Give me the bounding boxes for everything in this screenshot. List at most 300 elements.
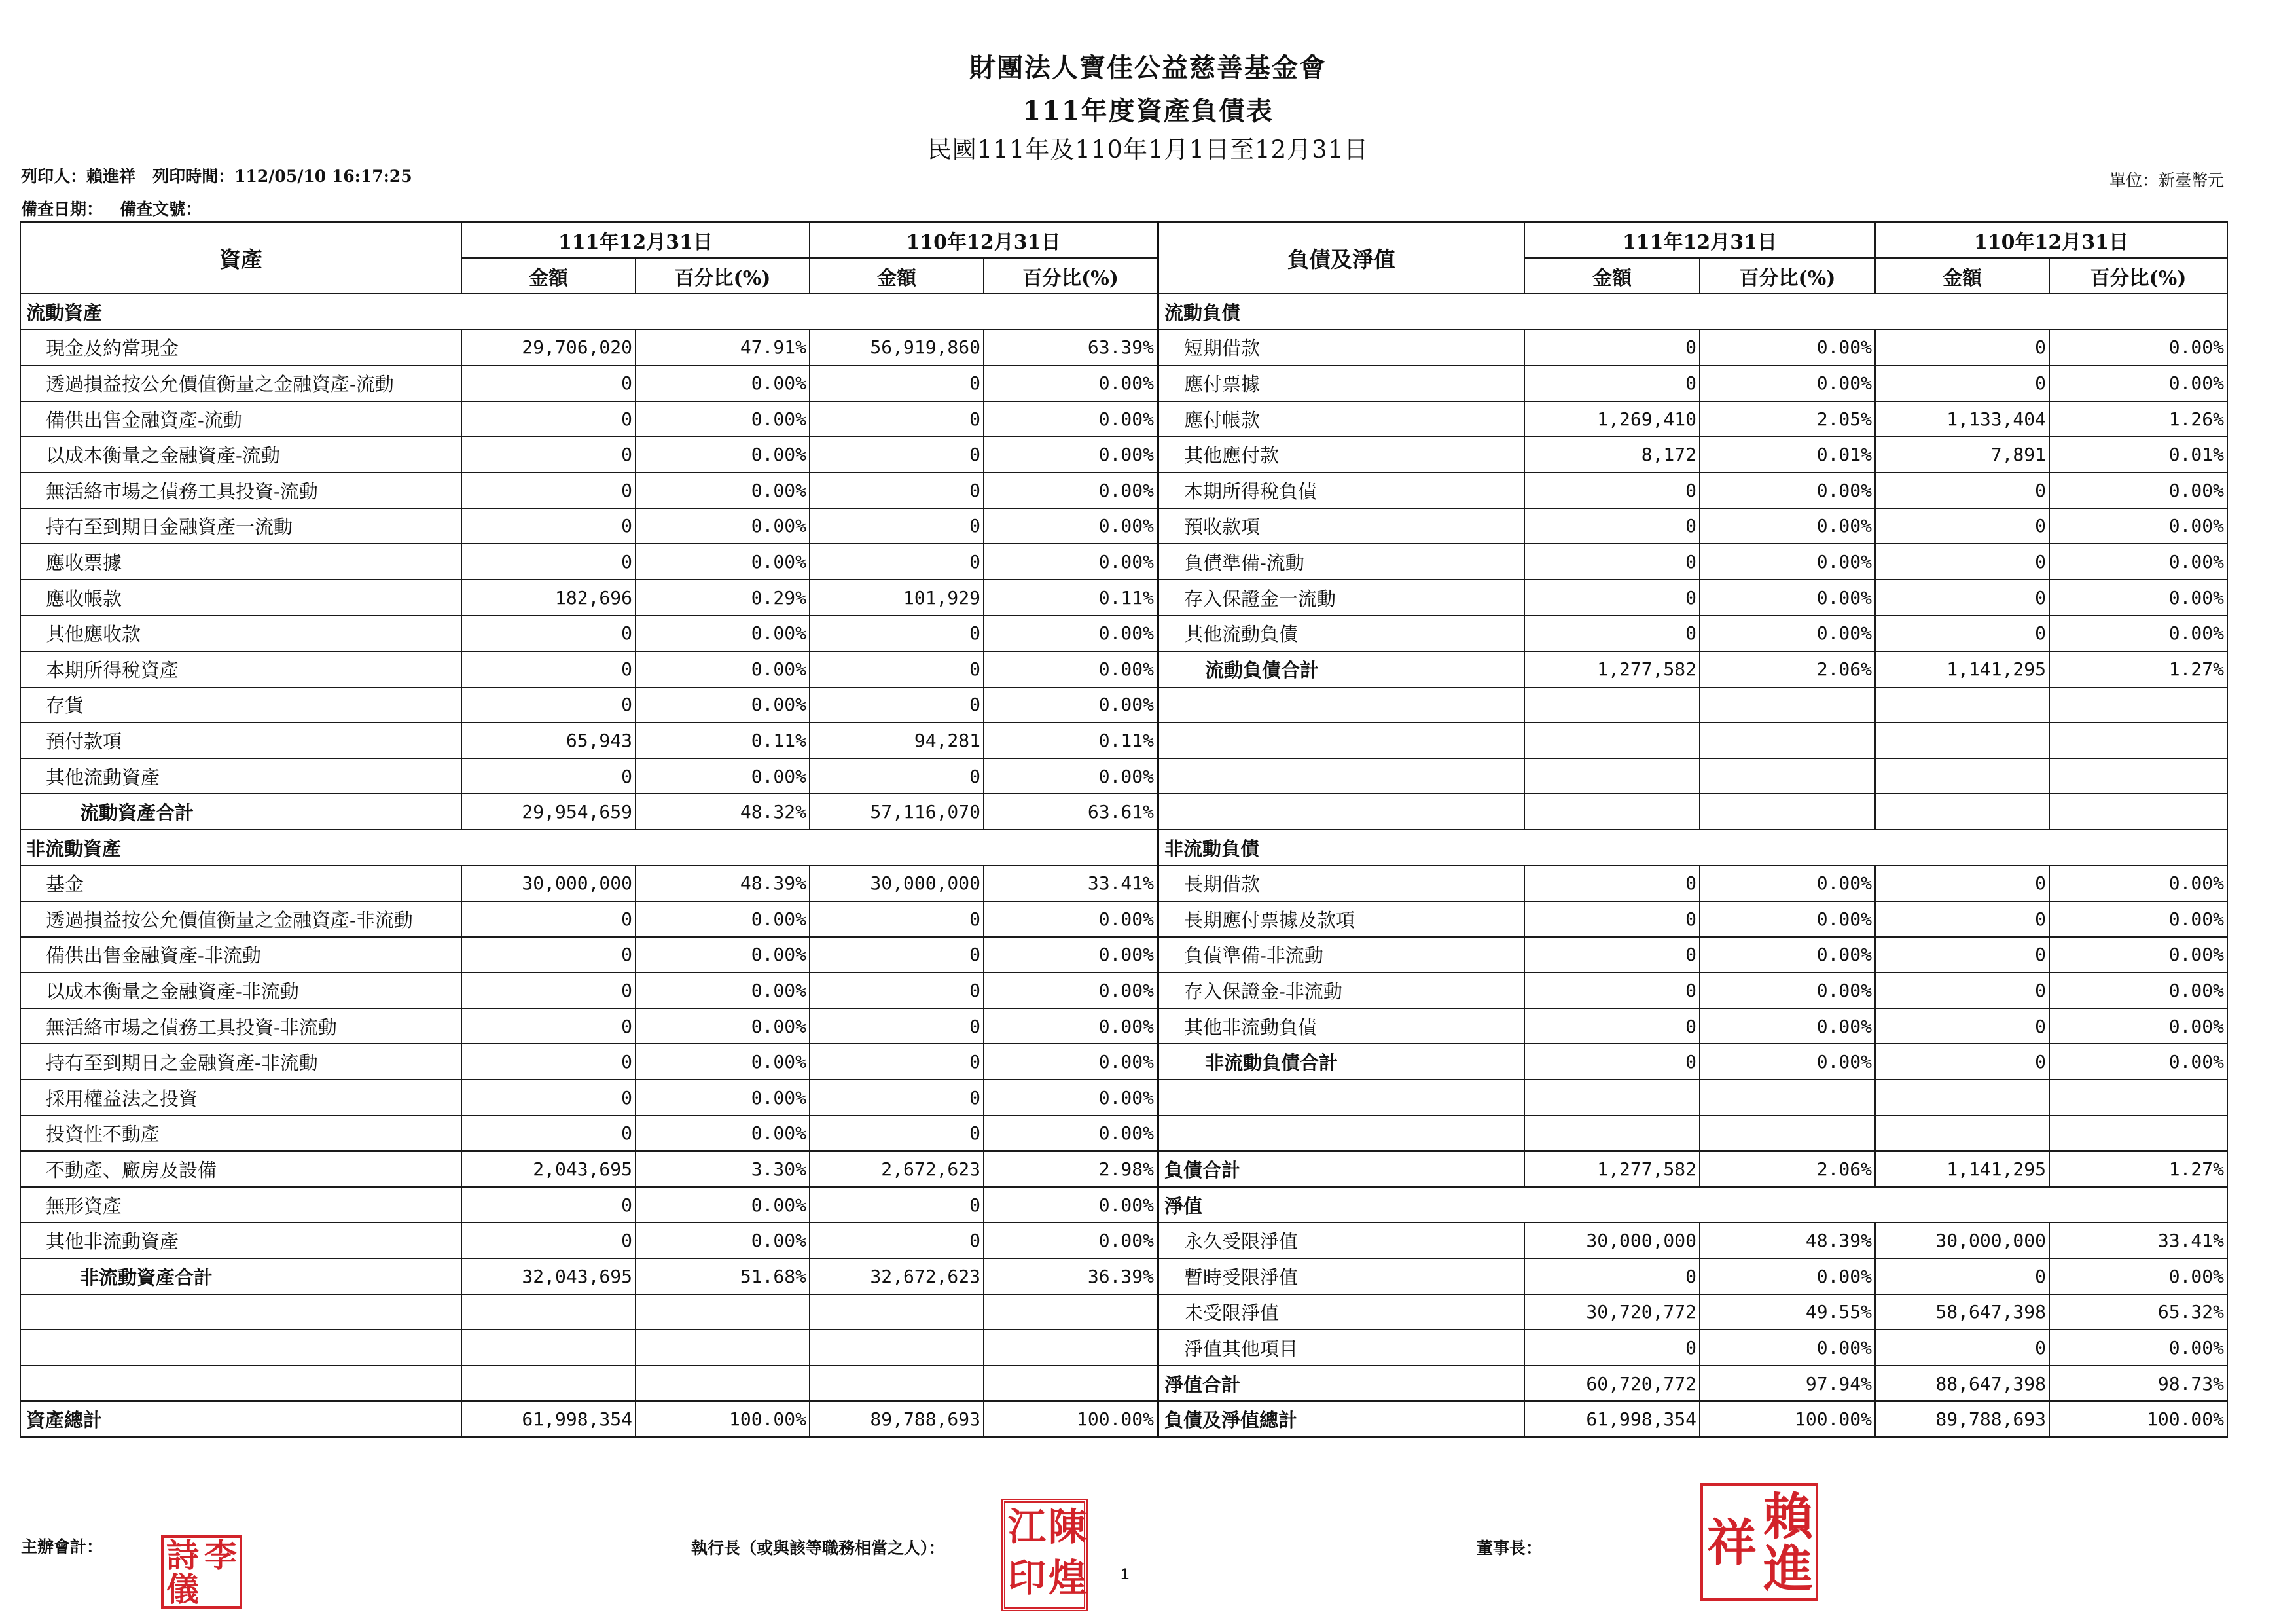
table-row [20, 544, 2227, 580]
asset-percent-111: 0.00% [636, 544, 810, 580]
liability-percent-111: 0.00% [1700, 615, 1875, 651]
asset-percent-111: 0.00% [636, 687, 810, 723]
asset-percent-111: 0.00% [636, 972, 810, 1008]
asset-item-label: 應收票據 [20, 544, 461, 580]
asset-percent-110: 2.98% [984, 1151, 1158, 1187]
liability-percent-111: 0.00% [1700, 330, 1875, 366]
liability-percent-110 [2049, 722, 2227, 758]
asset-item-label: 其他流動資產 [20, 758, 461, 794]
asset-amount-111: 65,943 [461, 722, 636, 758]
asset-item-label: 不動產、廠房及設備 [20, 1151, 461, 1187]
asset-percent-111: 48.32% [636, 794, 810, 830]
seal-character: 進 [1763, 1540, 1813, 1598]
liability-amount-111 [1524, 722, 1700, 758]
table-row [20, 580, 2227, 616]
asset-amount-110: 101,929 [810, 580, 984, 616]
assets-year1-header: 111年12月31日 [461, 222, 810, 258]
table-row [20, 1187, 2227, 1223]
asset-percent-110: 0.00% [984, 1116, 1158, 1152]
asset-amount-111: 0 [461, 972, 636, 1008]
asset-percent-111: 0.00% [636, 473, 810, 508]
asset-amount-111: 32,043,695 [461, 1258, 636, 1294]
asset-percent-111: 0.00% [636, 437, 810, 473]
liability-amount-111: 60,720,772 [1524, 1366, 1700, 1402]
liability-amount-110: 0 [1875, 1258, 2049, 1294]
liability-item-label: 其他非流動負債 [1158, 1008, 1524, 1044]
asset-amount-110: 57,116,070 [810, 794, 984, 830]
liability-amount-111: 0 [1524, 1044, 1700, 1080]
liability-percent-110: 0.00% [2049, 1330, 2227, 1366]
asset-amount-110: 0 [810, 1222, 984, 1258]
liability-amount-111: 0 [1524, 1008, 1700, 1044]
liability-percent-110 [2049, 1116, 2227, 1152]
asset-percent-111: 0.00% [636, 401, 810, 437]
liability-percent-110 [2049, 758, 2227, 794]
liability-amount-110: 88,647,398 [1875, 1366, 2049, 1402]
liability-percent-111: 2.05% [1700, 401, 1875, 437]
amount-header: 金額 [1875, 258, 2049, 294]
asset-item-label: 現金及約當現金 [20, 330, 461, 366]
liability-percent-111 [1700, 1116, 1875, 1152]
asset-percent-110: 0.00% [984, 651, 1158, 687]
liability-percent-110: 100.00% [2049, 1401, 2227, 1437]
empty-cell [20, 1294, 461, 1330]
liability-percent-110: 1.26% [2049, 401, 2227, 437]
liability-item-label: 負債準備-非流動 [1158, 937, 1524, 973]
asset-item-label: 投資性不動產 [20, 1116, 461, 1152]
asset-item-label: 其他應收款 [20, 615, 461, 651]
assets-column-header: 資產 [20, 222, 461, 294]
empty-cell [1158, 687, 1524, 723]
liability-item-label: 淨值合計 [1158, 1366, 1524, 1402]
seal-character: 江 [1008, 1505, 1047, 1549]
asset-amount-110: 30,000,000 [810, 866, 984, 902]
liability-amount-111: 0 [1524, 901, 1700, 937]
asset-percent-110: 0.00% [984, 901, 1158, 937]
table-row [20, 437, 2227, 473]
liability-percent-111: 100.00% [1700, 1401, 1875, 1437]
liability-amount-110: 1,141,295 [1875, 651, 2049, 687]
liability-percent-110: 33.41% [2049, 1222, 2227, 1258]
asset-percent-110: 0.00% [984, 1222, 1158, 1258]
liability-item-label: 應付票據 [1158, 365, 1524, 401]
table-row [20, 722, 2227, 758]
asset-percent-111: 51.68% [636, 1258, 810, 1294]
liability-percent-111 [1700, 1080, 1875, 1116]
asset-item-label: 資產總計 [20, 1401, 461, 1437]
table-row [20, 365, 2227, 401]
liability-amount-110 [1875, 758, 2049, 794]
table-body [20, 294, 2227, 1437]
asset-percent-110: 0.00% [984, 972, 1158, 1008]
asset-amount-111: 29,954,659 [461, 794, 636, 830]
org-name: 財團法人寶佳公益慈善基金會 [969, 52, 1327, 83]
report-period: 民國111年及110年1月1日至12月31日 [927, 135, 1369, 164]
liability-item-label: 暫時受限淨值 [1158, 1258, 1524, 1294]
asset-amount-110: 56,919,860 [810, 330, 984, 366]
asset-percent-110: 36.39% [984, 1258, 1158, 1294]
liability-item-label: 其他應付款 [1158, 437, 1524, 473]
asset-item-label: 預付款項 [20, 722, 461, 758]
liability-section-heading: 非流動負債 [1158, 830, 2227, 866]
table-row [20, 794, 2227, 830]
empty-cell [1158, 1080, 1524, 1116]
liability-amount-111: 0 [1524, 330, 1700, 366]
liability-percent-110: 0.00% [2049, 901, 2227, 937]
liability-percent-110: 1.27% [2049, 1151, 2227, 1187]
asset-amount-110: 0 [810, 437, 984, 473]
asset-percent-111: 0.00% [636, 365, 810, 401]
liability-amount-110: 0 [1875, 330, 2049, 366]
asset-percent-110: 0.00% [984, 615, 1158, 651]
liability-amount-110: 58,647,398 [1875, 1294, 2049, 1330]
liability-item-label: 淨值其他項目 [1158, 1330, 1524, 1366]
asset-amount-111: 0 [461, 508, 636, 544]
asset-percent-111: 0.00% [636, 901, 810, 937]
table-row [20, 1222, 2227, 1258]
chairman-signature-label: 董事長： [1477, 1539, 1543, 1558]
asset-amount-110: 0 [810, 544, 984, 580]
liability-item-label: 短期借款 [1158, 330, 1524, 366]
chairman-seal [1700, 1483, 1818, 1601]
asset-percent-111: 0.00% [636, 1080, 810, 1116]
asset-amount-111: 0 [461, 901, 636, 937]
asset-percent-110: 63.39% [984, 330, 1158, 366]
liability-percent-111: 0.00% [1700, 508, 1875, 544]
liability-percent-110: 0.00% [2049, 330, 2227, 366]
table-row [20, 1008, 2227, 1044]
empty-cell [1158, 1116, 1524, 1152]
asset-amount-111: 0 [461, 1116, 636, 1152]
asset-percent-111 [636, 1330, 810, 1366]
table-row [20, 1330, 2227, 1366]
liability-percent-111: 0.00% [1700, 1330, 1875, 1366]
liability-item-label: 負債合計 [1158, 1151, 1524, 1187]
empty-cell [1158, 794, 1524, 830]
table-header [20, 222, 2227, 294]
balance-sheet-table [20, 221, 2228, 1438]
liability-percent-110: 0.01% [2049, 437, 2227, 473]
asset-percent-110 [984, 1294, 1158, 1330]
page-number: 1 [1121, 1565, 1130, 1583]
liability-amount-110 [1875, 687, 2049, 723]
asset-amount-111: 0 [461, 473, 636, 508]
asset-amount-111: 182,696 [461, 580, 636, 616]
asset-amount-110: 0 [810, 365, 984, 401]
asset-amount-110: 0 [810, 687, 984, 723]
liability-amount-110: 1,133,404 [1875, 401, 2049, 437]
liability-percent-110: 0.00% [2049, 1008, 2227, 1044]
asset-item-label: 透過損益按公允價值衡量之金融資產-流動 [20, 365, 461, 401]
liability-amount-111: 0 [1524, 1258, 1700, 1294]
table-row [20, 1151, 2227, 1187]
liability-percent-110: 0.00% [2049, 972, 2227, 1008]
asset-percent-111: 0.11% [636, 722, 810, 758]
asset-amount-110: 0 [810, 615, 984, 651]
asset-item-label: 存貨 [20, 687, 461, 723]
liability-amount-111 [1524, 687, 1700, 723]
asset-amount-110: 0 [810, 1080, 984, 1116]
asset-amount-110: 94,281 [810, 722, 984, 758]
asset-amount-110: 2,672,623 [810, 1151, 984, 1187]
asset-item-label: 無形資產 [20, 1187, 461, 1223]
asset-percent-110: 33.41% [984, 866, 1158, 902]
asset-amount-110: 0 [810, 901, 984, 937]
asset-item-label: 本期所得稅資產 [20, 651, 461, 687]
asset-percent-111: 0.00% [636, 1044, 810, 1080]
assets-year2-header: 110年12月31日 [810, 222, 1158, 258]
empty-cell [1158, 722, 1524, 758]
liability-amount-110: 89,788,693 [1875, 1401, 2049, 1437]
liability-amount-111: 0 [1524, 580, 1700, 616]
liability-amount-110 [1875, 722, 2049, 758]
liab-year2-header: 110年12月31日 [1875, 222, 2227, 258]
seal-character: 賴 [1763, 1488, 1813, 1546]
liabilities-column-header: 負債及淨值 [1158, 222, 1524, 294]
asset-amount-110: 0 [810, 401, 984, 437]
liability-amount-111: 0 [1524, 1330, 1700, 1366]
table-row [20, 1401, 2227, 1437]
table-row [20, 330, 2227, 366]
asset-item-label: 無活絡市場之債務工具投資-非流動 [20, 1008, 461, 1044]
asset-section-heading: 非流動資產 [20, 830, 1158, 866]
asset-amount-110: 0 [810, 651, 984, 687]
asset-percent-111: 47.91% [636, 330, 810, 366]
asset-amount-110: 0 [810, 508, 984, 544]
liability-amount-110: 0 [1875, 1044, 2049, 1080]
liability-percent-110: 0.00% [2049, 1044, 2227, 1080]
liability-item-label: 存入保證金-非流動 [1158, 972, 1524, 1008]
liability-amount-110: 0 [1875, 1008, 2049, 1044]
asset-amount-111: 0 [461, 937, 636, 973]
liability-item-label: 長期借款 [1158, 866, 1524, 902]
liability-amount-110: 1,141,295 [1875, 1151, 2049, 1187]
asset-percent-110: 0.11% [984, 722, 1158, 758]
asset-amount-110 [810, 1330, 984, 1366]
asset-amount-110: 89,788,693 [810, 1401, 984, 1437]
table-row [20, 1366, 2227, 1402]
asset-amount-111 [461, 1294, 636, 1330]
liability-percent-111: 0.00% [1700, 972, 1875, 1008]
asset-percent-111: 48.39% [636, 866, 810, 902]
liability-item-label: 負債準備-流動 [1158, 544, 1524, 580]
liability-amount-111: 1,269,410 [1524, 401, 1700, 437]
table-row [20, 1116, 2227, 1152]
liability-percent-111: 0.00% [1700, 580, 1875, 616]
asset-amount-111 [461, 1366, 636, 1402]
amount-header: 金額 [810, 258, 984, 294]
liability-amount-110: 7,891 [1875, 437, 2049, 473]
liability-percent-110: 98.73% [2049, 1366, 2227, 1402]
liability-item-label: 負債及淨值總計 [1158, 1401, 1524, 1437]
table-row [20, 401, 2227, 437]
seal-character: 祥 [1707, 1514, 1757, 1572]
asset-percent-111: 0.00% [636, 508, 810, 544]
seal-character: 儀 [166, 1570, 199, 1609]
liability-item-label: 流動負債合計 [1158, 651, 1524, 687]
liability-percent-110: 0.00% [2049, 615, 2227, 651]
seal-character: 陳 [1049, 1505, 1087, 1549]
liability-amount-111: 0 [1524, 473, 1700, 508]
liability-amount-111: 1,277,582 [1524, 651, 1700, 687]
liability-percent-110: 0.00% [2049, 473, 2227, 508]
asset-percent-110: 0.00% [984, 1187, 1158, 1223]
table-row [20, 901, 2227, 937]
seal-character: 詩 [166, 1536, 199, 1575]
asset-percent-111 [636, 1294, 810, 1330]
liability-percent-111: 0.01% [1700, 437, 1875, 473]
liability-percent-111 [1700, 722, 1875, 758]
asset-percent-110 [984, 1330, 1158, 1366]
liability-percent-111: 0.00% [1700, 1008, 1875, 1044]
liability-percent-110 [2049, 687, 2227, 723]
asset-percent-111: 100.00% [636, 1401, 810, 1437]
percent-header: 百分比(%) [2049, 258, 2227, 294]
seal-character: 印 [1008, 1556, 1047, 1600]
asset-item-label: 應收帳款 [20, 580, 461, 616]
asset-amount-110 [810, 1294, 984, 1330]
liability-amount-110: 0 [1875, 937, 2049, 973]
liability-amount-110 [1875, 794, 2049, 830]
amount-header: 金額 [461, 258, 636, 294]
asset-percent-111: 0.00% [636, 1008, 810, 1044]
liability-percent-110 [2049, 794, 2227, 830]
asset-amount-111 [461, 1330, 636, 1366]
table-row [20, 1080, 2227, 1116]
asset-amount-110: 0 [810, 1044, 984, 1080]
liability-item-label: 本期所得稅負債 [1158, 473, 1524, 508]
asset-amount-111: 29,706,020 [461, 330, 636, 366]
print-info: 列印人：賴進祥 列印時間：112/05/10 16:17:25 [21, 167, 412, 186]
liability-percent-110 [2049, 1080, 2227, 1116]
liability-percent-111: 0.00% [1700, 937, 1875, 973]
asset-percent-110: 0.00% [984, 401, 1158, 437]
asset-amount-111: 0 [461, 1044, 636, 1080]
liability-amount-110: 0 [1875, 901, 2049, 937]
table-row [20, 830, 2227, 866]
asset-percent-110 [984, 1366, 1158, 1402]
percent-header: 百分比(%) [636, 258, 810, 294]
liability-percent-111: 48.39% [1700, 1222, 1875, 1258]
liability-item-label: 未受限淨值 [1158, 1294, 1524, 1330]
liability-section-heading: 流動負債 [1158, 294, 2227, 330]
asset-percent-110: 0.00% [984, 1080, 1158, 1116]
liability-amount-111: 30,720,772 [1524, 1294, 1700, 1330]
asset-percent-110: 0.00% [984, 508, 1158, 544]
asset-percent-111 [636, 1366, 810, 1402]
percent-header: 百分比(%) [984, 258, 1158, 294]
liability-percent-111: 2.06% [1700, 651, 1875, 687]
liability-percent-110: 0.00% [2049, 937, 2227, 973]
liability-amount-111: 61,998,354 [1524, 1401, 1700, 1437]
liability-amount-110: 0 [1875, 580, 2049, 616]
table-row [20, 615, 2227, 651]
table-row [20, 866, 2227, 902]
liability-percent-111: 97.94% [1700, 1366, 1875, 1402]
liability-percent-110: 0.00% [2049, 544, 2227, 580]
asset-amount-110: 0 [810, 1116, 984, 1152]
liability-amount-110: 0 [1875, 866, 2049, 902]
asset-percent-111: 0.00% [636, 1222, 810, 1258]
asset-percent-110: 0.11% [984, 580, 1158, 616]
table-row [20, 1044, 2227, 1080]
currency-unit: 單位：新臺幣元 [2109, 171, 2224, 190]
liability-amount-110: 0 [1875, 615, 2049, 651]
asset-item-label: 基金 [20, 866, 461, 902]
asset-amount-111: 0 [461, 544, 636, 580]
asset-percent-110: 0.00% [984, 687, 1158, 723]
asset-percent-110: 0.00% [984, 473, 1158, 508]
liability-amount-111 [1524, 1080, 1700, 1116]
liability-amount-111: 8,172 [1524, 437, 1700, 473]
table-row [20, 687, 2227, 723]
percent-header: 百分比(%) [1700, 258, 1875, 294]
asset-percent-111: 0.00% [636, 758, 810, 794]
asset-percent-110: 0.00% [984, 365, 1158, 401]
liability-percent-111 [1700, 794, 1875, 830]
liability-item-label: 應付帳款 [1158, 401, 1524, 437]
asset-item-label: 採用權益法之投資 [20, 1080, 461, 1116]
liability-percent-110: 65.32% [2049, 1294, 2227, 1330]
liability-amount-110: 0 [1875, 508, 2049, 544]
asset-percent-110: 0.00% [984, 437, 1158, 473]
liability-item-label: 長期應付票據及款項 [1158, 901, 1524, 937]
seal-character: 李 [204, 1536, 237, 1575]
liability-item-label: 預收款項 [1158, 508, 1524, 544]
asset-percent-110: 0.00% [984, 1044, 1158, 1080]
asset-item-label: 持有至到期日金融資產一流動 [20, 508, 461, 544]
asset-amount-111: 0 [461, 758, 636, 794]
asset-amount-111: 0 [461, 1222, 636, 1258]
liability-item-label: 永久受限淨值 [1158, 1222, 1524, 1258]
asset-amount-111: 0 [461, 401, 636, 437]
amount-header: 金額 [1524, 258, 1700, 294]
table-row [20, 294, 2227, 330]
asset-amount-111: 0 [461, 1080, 636, 1116]
liability-item-label: 存入保證金一流動 [1158, 580, 1524, 616]
empty-cell [20, 1366, 461, 1402]
liability-amount-110: 0 [1875, 1330, 2049, 1366]
table-row [20, 651, 2227, 687]
liability-amount-110: 0 [1875, 972, 2049, 1008]
table-row [20, 972, 2227, 1008]
accountant-seal [161, 1535, 242, 1609]
table-row [20, 1258, 2227, 1294]
liability-section-heading: 淨值 [1158, 1187, 2227, 1223]
liability-percent-110: 0.00% [2049, 866, 2227, 902]
asset-amount-110: 0 [810, 758, 984, 794]
asset-amount-111: 0 [461, 437, 636, 473]
liability-amount-111: 0 [1524, 508, 1700, 544]
table-row [20, 758, 2227, 794]
liability-amount-111: 0 [1524, 937, 1700, 973]
asset-percent-111: 0.00% [636, 937, 810, 973]
liability-percent-110: 0.00% [2049, 580, 2227, 616]
liability-amount-111: 0 [1524, 972, 1700, 1008]
asset-percent-111: 3.30% [636, 1151, 810, 1187]
accountant-signature-label: 主辦會計： [21, 1537, 103, 1556]
liab-year1-header: 111年12月31日 [1524, 222, 1875, 258]
asset-amount-110: 0 [810, 473, 984, 508]
liability-amount-110: 0 [1875, 365, 2049, 401]
liability-amount-111: 0 [1524, 866, 1700, 902]
asset-item-label: 非流動資產合計 [20, 1258, 461, 1294]
asset-amount-111: 0 [461, 687, 636, 723]
asset-item-label: 其他非流動資產 [20, 1222, 461, 1258]
asset-amount-110: 0 [810, 1187, 984, 1223]
liability-amount-110 [1875, 1116, 2049, 1152]
asset-amount-111: 61,998,354 [461, 1401, 636, 1437]
